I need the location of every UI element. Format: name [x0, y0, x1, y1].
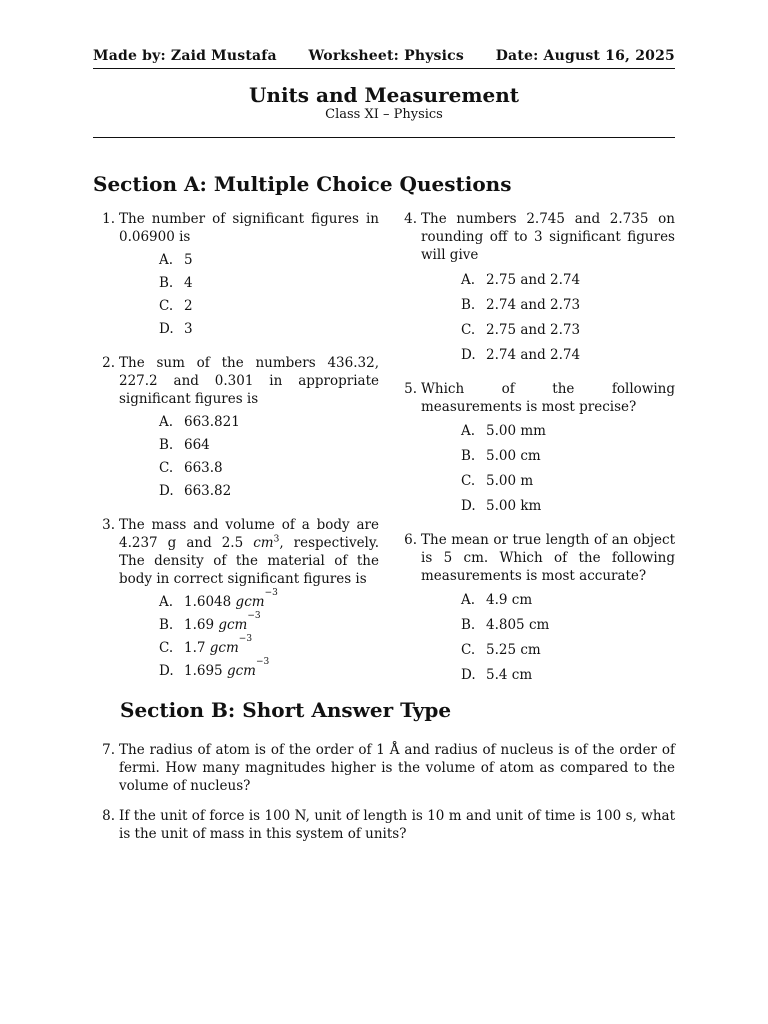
- question-6: [395, 531, 675, 585]
- option-a: A. 5.00 mm: [461, 423, 546, 439]
- option-c: C. 663.8: [159, 460, 223, 476]
- option-c: C. 2.75 and 2.73: [461, 322, 581, 338]
- question-1: [93, 210, 379, 246]
- question-3: [93, 516, 379, 588]
- question-number: 2.: [102, 355, 115, 371]
- option-c: C. 5.00 m: [461, 473, 534, 489]
- option-b: B. 5.00 cm: [461, 448, 541, 464]
- question-8: [93, 807, 675, 843]
- option-d: D. 2.74 and 2.74: [461, 347, 581, 363]
- density-unit: gcm: [235, 594, 265, 610]
- options-q2: [93, 413, 379, 505]
- option-b: B. 1.69 gcm −3: [159, 616, 379, 639]
- unit-exponent: 3: [273, 534, 280, 545]
- option-b: B. 664: [159, 437, 210, 453]
- density-unit: gcm: [209, 640, 239, 656]
- question-text-part-1: The mass and volume of a body are 4.237 g and 2.5: [119, 517, 379, 551]
- options-q6: [395, 591, 675, 691]
- question-number: 8.: [102, 808, 115, 824]
- option-a: A. 4.9 cm: [461, 592, 533, 608]
- author-label: Made by: Zaid Mustafa: [93, 48, 277, 64]
- question-number: 4.: [404, 211, 417, 227]
- mcq-column-right: [395, 210, 675, 691]
- option-d: D. 5.4 cm: [461, 667, 533, 683]
- question-text: The radius of atom is of the order of 1 Å and radius of nucleus is of the order of fermi. How many magnitudes higher is the volume of atom as compared to the volume of nucleus?: [119, 742, 675, 794]
- question-text-part-2: , respectively. The density of the material of the body in correct significant figures is: [119, 535, 379, 587]
- question-text: The sum of the numbers 436.32, 227.2 and 0.301 in appropriate significant figures is: [119, 355, 379, 407]
- question-2: [93, 354, 379, 408]
- question-7: [93, 741, 675, 795]
- options-q5: [395, 422, 675, 522]
- worksheet-page: [93, 0, 675, 1024]
- option-d: D. 5.00 km: [461, 498, 542, 514]
- question-number: 7.: [102, 742, 115, 758]
- worksheet-label: Worksheet: Physics: [308, 48, 464, 64]
- option-c: C. 1.7 gcm −3: [159, 639, 379, 662]
- option-a: A. 2.75 and 2.74: [461, 272, 581, 288]
- question-text: Which of the following measurements is most precise?: [421, 381, 675, 415]
- header-divider: [93, 68, 675, 69]
- question-text: The numbers 2.745 and 2.735 on rounding off to 3 significant figures will give: [421, 211, 675, 263]
- option-d: D. 1.695 gcm −3: [159, 662, 379, 685]
- question-text: The mean or true length of an object is 5 cm. Which of the following measurements is most accurate?: [421, 532, 675, 584]
- page-header: [93, 48, 675, 64]
- option-b: B. 4.805 cm: [461, 617, 550, 633]
- question-4: [395, 210, 675, 264]
- option-a: A. 1.6048 gcm −3: [159, 593, 379, 616]
- question-text: The number of significant figures in 0.06900 is: [119, 211, 379, 245]
- options-q4: [395, 271, 675, 371]
- options-q3: [93, 588, 379, 685]
- density-unit: gcm: [218, 617, 248, 633]
- date-label: Date: August 16, 2025: [495, 48, 675, 64]
- section-a-heading: Section A: Multiple Choice Questions: [93, 172, 512, 196]
- section-b-heading: Section B: Short Answer Type: [120, 698, 452, 722]
- question-5: [395, 380, 675, 416]
- unit-symbol: cm: [253, 535, 274, 551]
- question-text: If the unit of force is 100 N, unit of length is 10 m and unit of time is 100 s, what is the unit of mass in this system of units?: [119, 808, 675, 842]
- options-q1: [93, 251, 379, 343]
- question-number: 6.: [404, 532, 417, 548]
- question-number: 5.: [404, 381, 417, 397]
- density-unit: gcm: [226, 663, 256, 679]
- title-divider: [93, 137, 675, 138]
- option-c: C. 2: [159, 298, 193, 314]
- option-a: A. 663.821: [159, 414, 240, 430]
- option-b: B. 4: [159, 275, 193, 291]
- option-d: D. 663.82: [159, 483, 232, 499]
- option-d: D. 3: [159, 321, 193, 337]
- page-subtitle: Class XI – Physics: [325, 107, 443, 122]
- question-number: 3.: [102, 517, 115, 533]
- option-a: A. 5: [159, 252, 193, 268]
- question-number: 1.: [102, 211, 115, 227]
- mcq-column-left: [93, 210, 379, 685]
- option-b: B. 2.74 and 2.73: [461, 297, 581, 313]
- page-title: Units and Measurement: [248, 83, 520, 107]
- option-c: C. 5.25 cm: [461, 642, 541, 658]
